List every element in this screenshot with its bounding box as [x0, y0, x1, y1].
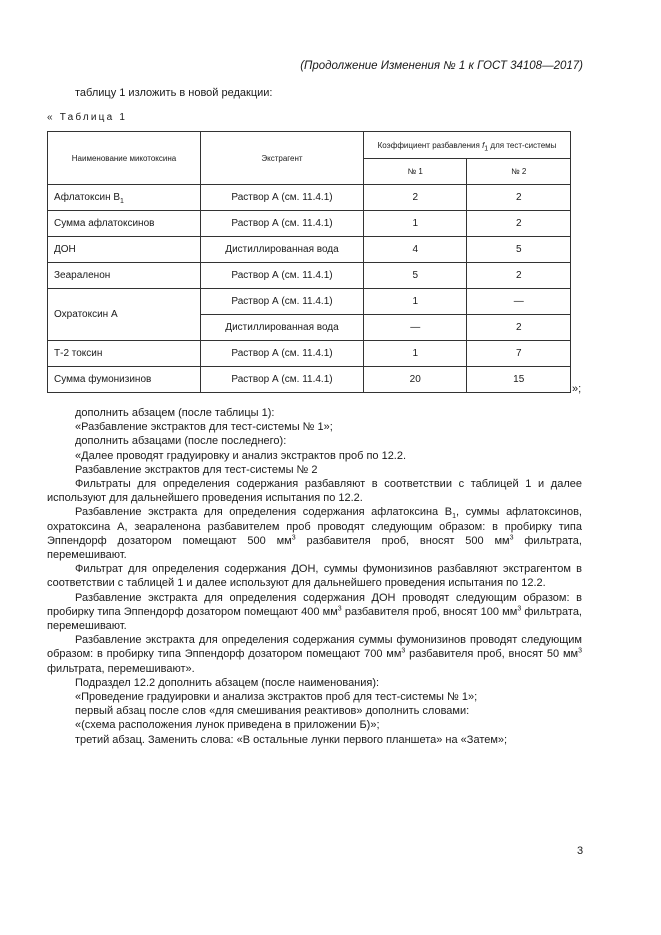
paragraph-text: фильтрата, перемешивают.	[47, 605, 582, 633]
cell-value-1: 1	[364, 211, 467, 237]
paragraph: Подраздел 12.2 дополнить абзацем (после наименования):	[75, 676, 380, 689]
paragraph: третий абзац. Заменить слова: «В остальные лунки первого планшета» на «Затем»;	[75, 733, 508, 746]
superscript: 3	[517, 605, 522, 613]
page-number: 3	[577, 845, 584, 857]
table-row	[48, 263, 571, 289]
header-coefficient-pre: Коэффициент разбавления	[377, 140, 483, 150]
superscript: 3	[578, 647, 582, 655]
cell-value-1: 1	[364, 341, 467, 367]
paragraph: «(схема расположения лунок приведена в приложении Б)»;	[75, 719, 380, 732]
cell-value-2: 5	[467, 237, 571, 263]
paragraph-text: разбавителя проб, вносят 50 мм	[405, 648, 579, 661]
cell-extractant: Раствор А (см. 11.4.1)	[201, 341, 364, 367]
paragraph: Разбавление экстрактов для тест-системы № 2	[75, 463, 318, 476]
cell-value-2: 2	[467, 315, 571, 341]
cell-value-2: 15	[467, 367, 571, 393]
cell-value-1: 1	[364, 289, 467, 315]
superscript: 3	[509, 534, 514, 542]
cell-toxin-sub: 1	[120, 198, 124, 205]
paragraph: дополнить абзацами (после последнего):	[75, 435, 287, 448]
header-coefficient-sub: 1	[484, 145, 489, 153]
paragraph: «Далее проводят градуировку и анализ экстрактов проб по 12.2.	[75, 449, 407, 462]
cell-value-2: 2	[467, 211, 571, 237]
header-extractant: Экстрагент	[201, 132, 364, 185]
cell-toxin: Зеараленон	[48, 263, 201, 289]
cell-extractant: Раствор А (см. 11.4.1)	[201, 211, 364, 237]
header-coefficient-post: для тест-системы	[488, 140, 557, 150]
cell-value-2: —	[467, 289, 571, 315]
header-system-1: № 1	[364, 159, 467, 185]
paragraph	[47, 505, 582, 562]
paragraph-text: фильтрата, перемешивают».	[47, 662, 195, 675]
paragraph-text: Разбавление экстракта для определения содержания суммы фумонизинов проводят следующим образом: в пробирку типа Эппендорф дозатором помещают 700 мм	[47, 634, 582, 661]
page-header: (Продолжение Изменения № 1 к ГОСТ 34108—2017)	[300, 60, 583, 72]
dilution-table	[47, 131, 571, 393]
table-row	[48, 237, 571, 263]
intro-text: таблицу 1 изложить в новой редакции:	[75, 87, 273, 99]
cell-value-1: 5	[364, 263, 467, 289]
paragraph-text: разбавителя проб, вносят 500 мм	[295, 534, 510, 547]
table-caption: « Таблица 1	[47, 112, 128, 123]
cell-toxin: Сумма фумонизинов	[48, 367, 201, 393]
cell-toxin	[48, 185, 201, 211]
table-row	[48, 289, 571, 315]
cell-value-1: 20	[364, 367, 467, 393]
cell-toxin: ДОН	[48, 237, 201, 263]
paragraph-text: , суммы афлатоксинов, охратоксина А, зеараленона разбавителем проб проводят следующим образом: в пробирку типа Эппендорф дозатором помещают 500 мм	[47, 506, 582, 547]
superscript: 3	[401, 647, 406, 655]
body-text	[47, 406, 582, 747]
paragraph: «Проведение градуировки и анализа экстрактов проб для тест-системы № 1»;	[75, 691, 478, 704]
table-row	[48, 367, 571, 393]
superscript: 3	[291, 534, 296, 542]
header-system-2: № 2	[467, 159, 571, 185]
paragraph: первый абзац после слов «для смешивания реактивов» дополнить словами:	[75, 705, 470, 718]
cell-extractant: Дистиллированная вода	[201, 237, 364, 263]
cell-extractant: Раствор А (см. 11.4.1)	[201, 185, 364, 211]
cell-value-1: 2	[364, 185, 467, 211]
subscript: 1	[452, 513, 456, 521]
header-coefficient	[364, 132, 571, 159]
cell-toxin-text: Афлатоксин B	[54, 192, 121, 203]
paragraph-text: Разбавление экстракта для определения содержания афлатоксина B	[75, 506, 453, 519]
header-toxin: Наименование микотоксина	[48, 132, 201, 185]
cell-toxin: Т-2 токсин	[48, 341, 201, 367]
cell-toxin: Охратоксин А	[48, 289, 201, 341]
paragraph: Фильтраты для определения содержания разбавляют в соответствии с таблицей 1 и далее используют для дальнейшего проведения испытания по 12.2.	[47, 478, 582, 505]
table-end-mark: »;	[572, 383, 582, 395]
cell-extractant: Раствор А (см. 11.4.1)	[201, 367, 364, 393]
paragraph: «Разбавление экстрактов для тест-системы № 1»;	[75, 421, 333, 434]
cell-extractant: Раствор А (см. 11.4.1)	[201, 263, 364, 289]
cell-extractant: Дистиллированная вода	[201, 315, 364, 341]
paragraph: Фильтрат для определения содержания ДОН, суммы фумонизинов разбавляют экстрагентом в соответствии с таблицей 1 и далее используют для дальнейшего проведения испытания по 12.2.	[47, 563, 582, 590]
cell-value-2: 7	[467, 341, 571, 367]
cell-value-1: —	[364, 315, 467, 341]
table-row	[48, 341, 571, 367]
paragraph-text: фильтрата, перемешивают.	[47, 534, 582, 562]
table-row	[48, 185, 571, 211]
paragraph: дополнить абзацем (после таблицы 1):	[75, 407, 275, 419]
header-coefficient-var: f	[482, 140, 485, 150]
paragraph	[47, 591, 582, 634]
cell-value-2: 2	[467, 263, 571, 289]
table-row	[48, 211, 571, 237]
paragraph-text: Разбавление экстракта для определения содержания ДОН проводят следующим образом: в пробирку типа Эппендорф дозатором помещают 400 мм	[47, 591, 582, 618]
cell-toxin: Сумма афлатоксинов	[48, 211, 201, 237]
paragraph	[47, 633, 582, 676]
paragraph-text: разбавителя проб, вносят 100 мм	[341, 605, 518, 618]
cell-extractant: Раствор А (см. 11.4.1)	[201, 289, 364, 315]
cell-value-2: 2	[467, 185, 571, 211]
cell-value-1: 4	[364, 237, 467, 263]
superscript: 3	[337, 605, 342, 613]
